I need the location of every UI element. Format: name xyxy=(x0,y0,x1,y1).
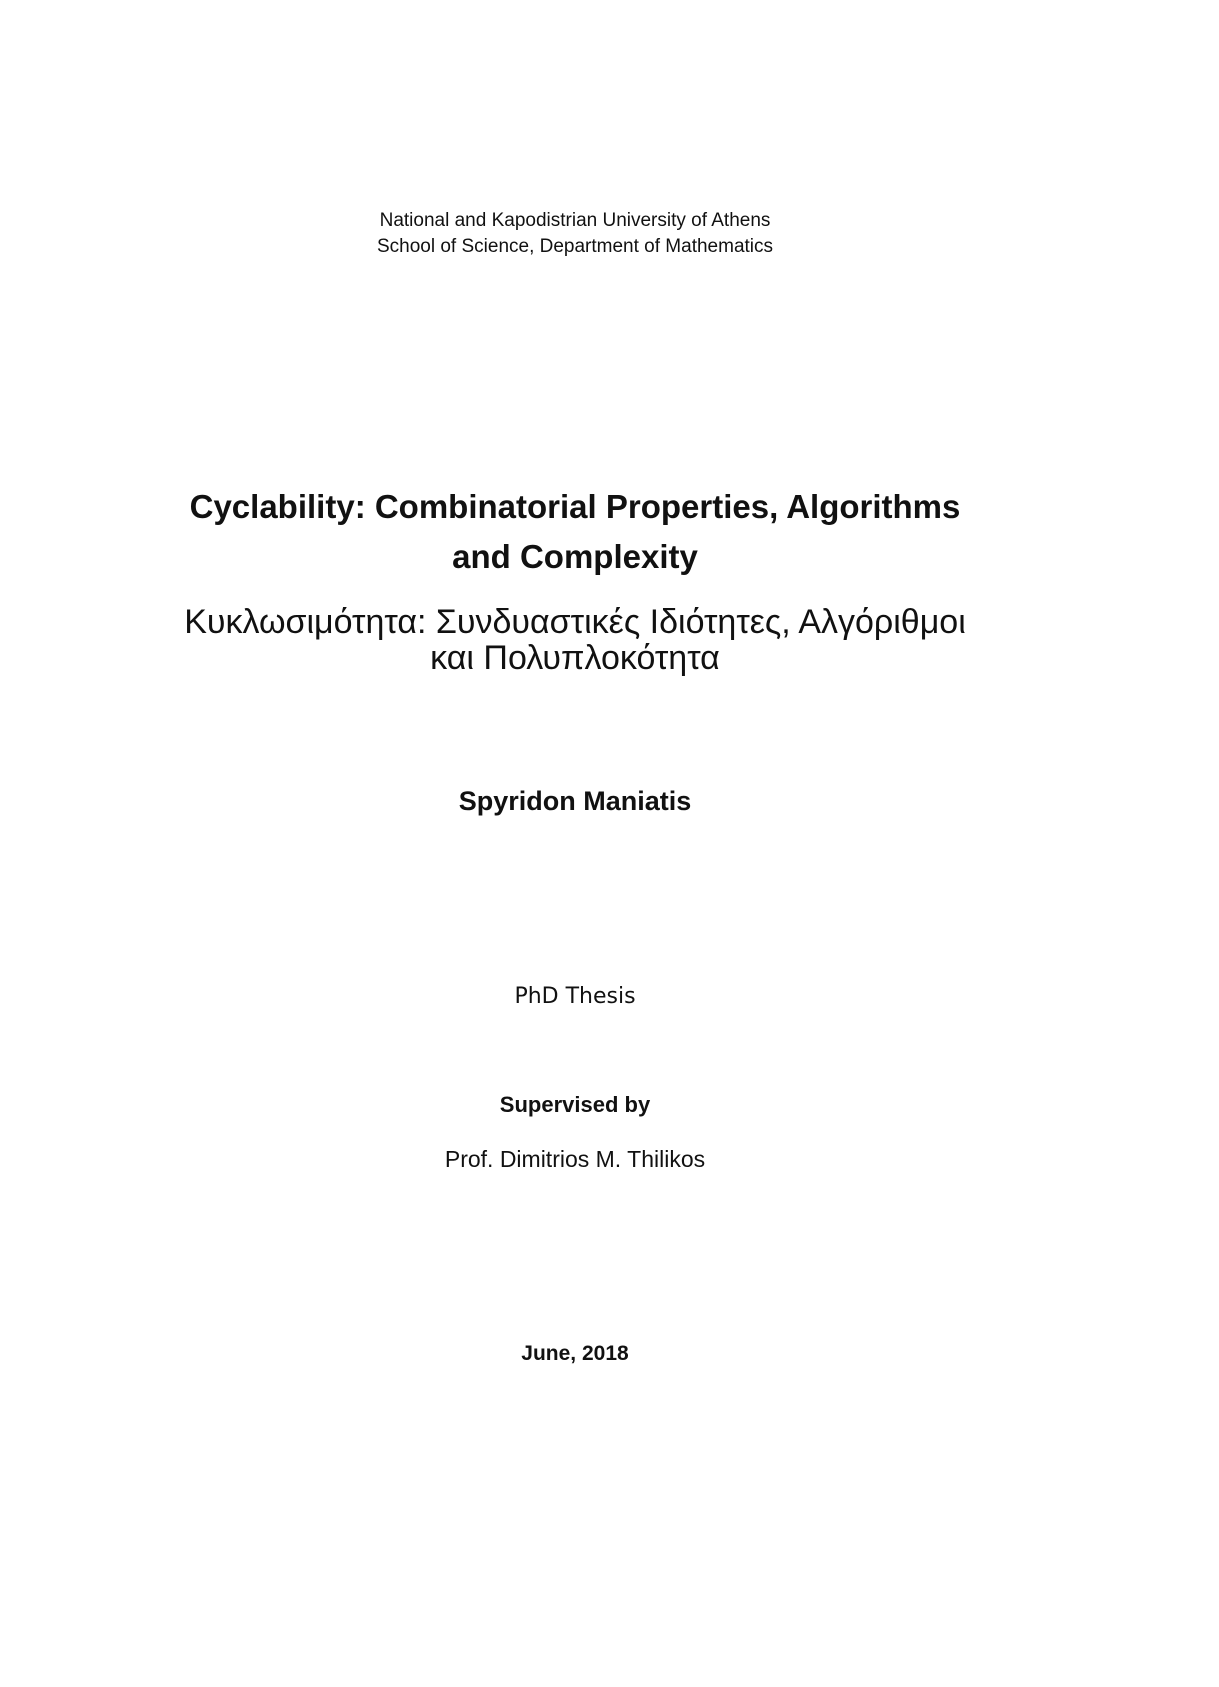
english-title-line-2: and Complexity xyxy=(452,538,698,575)
greek-title-line-2: και Πολυπλοκότητα xyxy=(430,639,720,677)
document-type: PhD Thesis xyxy=(514,984,636,1009)
institution-block xyxy=(150,208,1000,260)
submission-date: June, 2018 xyxy=(521,1342,629,1365)
english-title-line-1: Cyclability: Combinatorial Properties, Algorithms xyxy=(189,488,961,525)
greek-title-line-1: Κυκλωσιμότητα: Συνδυαστικές Ιδιότητες, Αλγόριθμοι xyxy=(184,603,966,641)
english-title xyxy=(150,482,1000,582)
greek-title xyxy=(150,604,1000,676)
author-name: Spyridon Maniatis xyxy=(458,786,692,816)
university-name: National and Kapodistrian University of Athens xyxy=(379,210,771,231)
supervisor-name: Prof. Dimitrios M. Thilikos xyxy=(444,1146,706,1172)
supervised-by-label: Supervised by xyxy=(499,1092,651,1117)
school-department: School of Science, Department of Mathematics xyxy=(376,236,774,257)
